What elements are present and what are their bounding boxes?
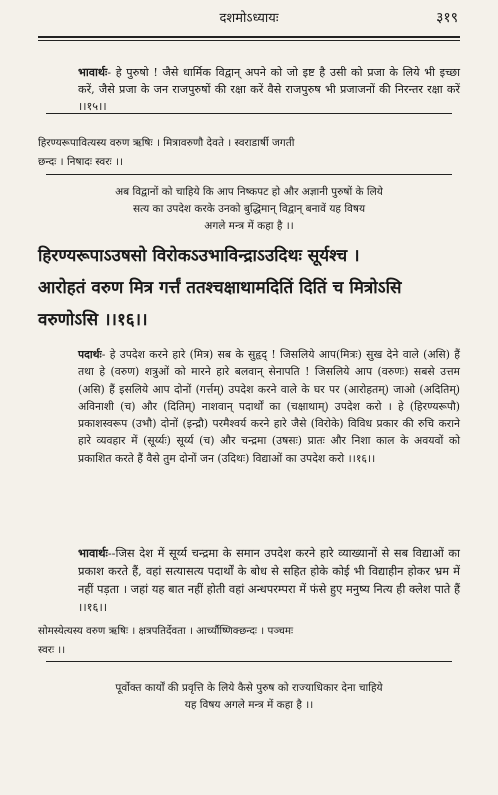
metadata-line: हिरण्यरूपावित्यस्य वरुण ऋषिः । मित्रावरुणौ देवते । स्वराडार्षी जगती	[38, 137, 295, 149]
intro-line: पूर्वोक्त कार्यों की प्रवृत्ति के लिये कैसे पुरुष को राज्याधिकार देना चाहिये	[115, 682, 383, 694]
page-number: ३१९	[436, 10, 458, 26]
intro-line: यह विषय अगले मन्त्र में कहा है ।।	[184, 699, 314, 711]
intro-line: अगले मन्त्र में कहा है ।।	[204, 220, 294, 232]
mantra-metadata-16	[38, 134, 460, 172]
padartha-paragraph	[38, 346, 460, 467]
mantra-line: वरुणोऽसि ।।१६।।	[38, 310, 148, 330]
mantra-line: आरोहतं वरुण मित्र गर्त्तं ततश्चक्षाथामदितिं दितिं च मित्रोऽसि	[38, 278, 402, 298]
section-divider	[46, 174, 452, 175]
header-rule-thin	[38, 40, 460, 41]
mantra-verse-16	[38, 240, 460, 336]
bhavartha-label: भावार्थः	[78, 546, 108, 560]
section-divider	[46, 113, 452, 114]
bhavartha-label: भावार्थः	[78, 65, 108, 79]
metadata-line: स्वरः ।।	[38, 644, 66, 656]
intro-line: सत्य का उपदेश करके उनको बुद्धिमान् विद्वान् बनावें यह विषय	[132, 203, 366, 215]
header-rule	[38, 36, 460, 38]
metadata-line: छन्दः । निषादः स्वरः ।।	[38, 156, 123, 168]
chapter-title: दशमोऽध्यायः	[219, 11, 279, 26]
intro-line: अब विद्वानों को चाहिये कि आप निष्कपट हो और अज्ञानी पुरुषों के लिये	[115, 186, 383, 198]
bhavartha-text: - हे पुरुषो ! जैसे धार्मिक विद्वान् अपने को जो इष्ट है उसी को प्रजा के लिये भी इच्छा करें, जैसे प्रजा के जन राजपुरुषों की रक्षा करें वैसे राजपुरुष भी प्रजाजनों की निरन्तर रक्षा करें ।।१५।।	[78, 66, 460, 113]
mantra-line: हिरण्यरूपाऽउषसो विरोकऽउभाविन्द्राऽउदिथः सूर्यश्च ।	[38, 246, 360, 266]
mantra-metadata-17	[38, 622, 460, 660]
next-topic-introduction	[38, 680, 460, 714]
bhavartha-paragraph-16	[38, 544, 460, 616]
section-divider	[46, 661, 452, 662]
bhavartha-text: --जिस देश में सूर्य्य चन्द्रमा के समान उपदेश करने हारे व्याख्यानों से सब विद्याओं का प्रकाश करते हैं, वहां सत्यासत्य पदार्थों के बोध से सहित होके कोई भी विद्याहीन होकर भ्रम में नहीं पड़ता । जहां यह बात नहीं होती वहां अन्धपरम्परा में फंसे हुए मनुष्य नित्य ही क्लेश पाते हैं ।।१६।।	[78, 546, 460, 614]
bhavartha-paragraph-15	[38, 64, 460, 115]
metadata-line: सोमस्येत्यस्य वरुण ऋषिः । क्षत्रपतिर्देवता । आर्च्यौष्णिक्छन्दः । पञ्चमः	[38, 625, 294, 637]
page-header	[40, 8, 458, 30]
padartha-label: पदार्थः	[78, 348, 102, 361]
padartha-text: - हे उपदेश करने हारे (मित्र) सब के सुहृद् ! जिसलिये आप(मित्रः) सुख देने वाले (असि) हैं तथा हे (वरुण) शत्रुओं को मारने हारे बलवान् सेनापति ! जिसलिये आप (वरुणः) सबसे उत्तम (असि) हैं इसलिये आप दोनों (गर्त्तम्) उपदेश करने वाले के घर पर (आरोहतम्) जाओ (अदितिम्) अविनाशी (च) और (दितिम्) नाशवान् पदार्थों का (चक्षाथाम्) उपदेश करो । हे (हिरण्यरूपौ) प्रकाशस्वरूप (उभौ) दोनों (इन्द्रौ) परमैश्वर्य करने हारे जैसे (विरोके) विविध प्रकार की रुचि कराने हारे व्यवहार में (सूर्य्यः) सूर्य्य (च) और चन्द्रमा (उषसः) प्रातः और निशा काल के अवयवों को प्रकाशित करते हैं वैसे तुम दोनों जन (उदिथः) विद्याओं का उपदेश करो ।।१६।।	[78, 348, 460, 465]
topic-introduction	[38, 184, 460, 235]
